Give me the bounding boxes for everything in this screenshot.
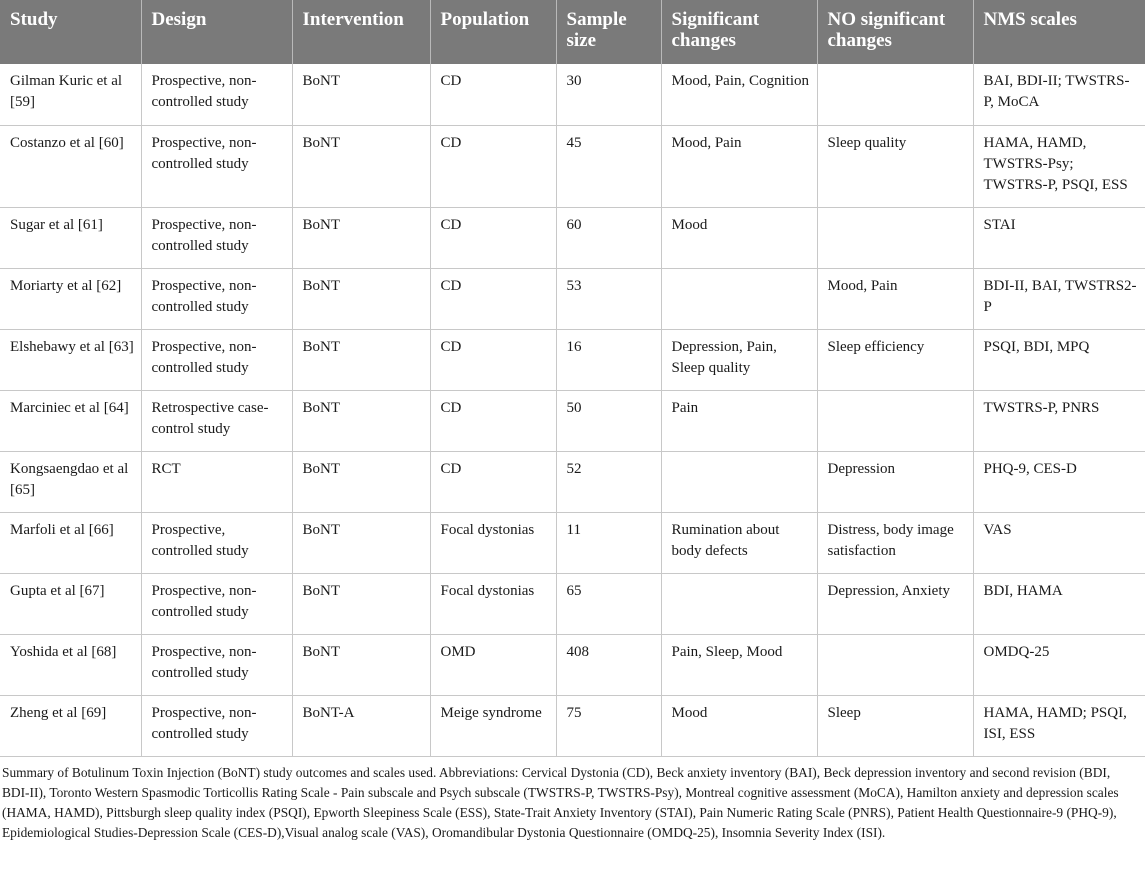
cell-not-significant: [817, 390, 973, 451]
cell-study: Kongsaengdao et al [65]: [0, 451, 141, 512]
header-no-significant-changes: NO significant changes: [817, 0, 973, 64]
cell-study: Sugar et al [61]: [0, 207, 141, 268]
cell-not-significant: Sleep quality: [817, 125, 973, 207]
table-row: [0, 634, 1145, 695]
cell-not-significant: Sleep: [817, 695, 973, 756]
cell-design: RCT: [141, 451, 292, 512]
cell-intervention: BoNT: [292, 451, 430, 512]
table-caption: Summary of Botulinum Toxin Injection (BoNT) study outcomes and scales used. Abbreviations: Cervical Dystonia (CD), Beck anxiety inventory (BAI), Beck depression inventory and second revision (BDI, BDI-II), Toronto Western Spasmodic Torticollis Rating Scale - Pain subscale and Psych subscale (TWSTRS-P, TWSTRS-Psy), Montreal cognitive assessment (MoCA), Hamilton anxiety and depression scales (HAMA, HAMD), Pittsburgh sleep quality index (PSQI), Epworth Sleepiness Scale (ESS), State-Trait Anxiety Inventory (STAI), Pain Numeric Rating Scale (PNRS), Patient Health Questionnaire-9 (PHQ-9), Epidemiological Studies-Depression Scale (CES-D),Visual analog scale (VAS), Oromandibular Dystonia Questionnaire (OMDQ-25), Insomnia Severity Index (ISI).: [2, 764, 1119, 840]
cell-intervention: BoNT: [292, 634, 430, 695]
table-row: [0, 573, 1145, 634]
cell-intervention: BoNT: [292, 64, 430, 125]
cell-design: Prospective, non-controlled study: [141, 268, 292, 329]
cell-intervention: BoNT: [292, 125, 430, 207]
table-row: [0, 64, 1145, 125]
cell-sample-size: 16: [556, 329, 661, 390]
cell-design: Retrospective case-control study: [141, 390, 292, 451]
cell-significant: Mood: [661, 695, 817, 756]
header-intervention: Intervention: [292, 0, 430, 64]
cell-study: Costanzo et al [60]: [0, 125, 141, 207]
cell-sample-size: 50: [556, 390, 661, 451]
cell-study: Marfoli et al [66]: [0, 512, 141, 573]
cell-design: Prospective, non-controlled study: [141, 125, 292, 207]
cell-scales: VAS: [973, 512, 1145, 573]
cell-population: CD: [430, 64, 556, 125]
cell-design: Prospective, non-controlled study: [141, 695, 292, 756]
cell-significant: Pain, Sleep, Mood: [661, 634, 817, 695]
cell-scales: PHQ-9, CES-D: [973, 451, 1145, 512]
cell-population: CD: [430, 390, 556, 451]
cell-population: CD: [430, 125, 556, 207]
cell-scales: HAMA, HAMD; PSQI, ISI, ESS: [973, 695, 1145, 756]
cell-not-significant: [817, 634, 973, 695]
cell-intervention: BoNT: [292, 329, 430, 390]
cell-sample-size: 65: [556, 573, 661, 634]
cell-study: Gilman Kuric et al [59]: [0, 64, 141, 125]
header-significant-changes: Significant changes: [661, 0, 817, 64]
cell-population: Focal dystonias: [430, 573, 556, 634]
cell-significant: Rumination about body defects: [661, 512, 817, 573]
table-row: [0, 695, 1145, 756]
cell-study: Yoshida et al [68]: [0, 634, 141, 695]
cell-population: CD: [430, 268, 556, 329]
cell-study: Elshebawy et al [63]: [0, 329, 141, 390]
header-study: Study: [0, 0, 141, 64]
cell-intervention: BoNT: [292, 207, 430, 268]
cell-significant: [661, 573, 817, 634]
cell-intervention: BoNT: [292, 512, 430, 573]
cell-scales: OMDQ-25: [973, 634, 1145, 695]
cell-study: Moriarty et al [62]: [0, 268, 141, 329]
table-row: [0, 268, 1145, 329]
cell-scales: BAI, BDI-II; TWSTRS-P, MoCA: [973, 64, 1145, 125]
cell-not-significant: Depression: [817, 451, 973, 512]
cell-intervention: BoNT: [292, 268, 430, 329]
header-sample-size: Sample size: [556, 0, 661, 64]
cell-sample-size: 408: [556, 634, 661, 695]
cell-population: CD: [430, 207, 556, 268]
header-nms-scales: NMS scales: [973, 0, 1145, 64]
cell-not-significant: Distress, body image satisfaction: [817, 512, 973, 573]
cell-design: Prospective, non-controlled study: [141, 573, 292, 634]
cell-scales: BDI, HAMA: [973, 573, 1145, 634]
cell-population: Focal dystonias: [430, 512, 556, 573]
cell-design: Prospective, non-controlled study: [141, 64, 292, 125]
cell-intervention: BoNT: [292, 390, 430, 451]
cell-significant: Pain: [661, 390, 817, 451]
cell-design: Prospective, controlled study: [141, 512, 292, 573]
header-design: Design: [141, 0, 292, 64]
cell-design: Prospective, non-controlled study: [141, 329, 292, 390]
table-row: [0, 512, 1145, 573]
cell-significant: Mood: [661, 207, 817, 268]
table-row: [0, 329, 1145, 390]
cell-scales: BDI-II, BAI, TWSTRS2-P: [973, 268, 1145, 329]
cell-significant: [661, 451, 817, 512]
cell-sample-size: 60: [556, 207, 661, 268]
cell-design: Prospective, non-controlled study: [141, 634, 292, 695]
table-row: [0, 390, 1145, 451]
cell-study: Marciniec et al [64]: [0, 390, 141, 451]
cell-population: CD: [430, 329, 556, 390]
cell-scales: HAMA, HAMD, TWSTRS-Psy; TWSTRS-P, PSQI, ESS: [973, 125, 1145, 207]
cell-sample-size: 52: [556, 451, 661, 512]
cell-significant: Mood, Pain, Cognition: [661, 64, 817, 125]
cell-study: Zheng et al [69]: [0, 695, 141, 756]
cell-intervention: BoNT: [292, 573, 430, 634]
cell-not-significant: Depression, Anxiety: [817, 573, 973, 634]
cell-scales: PSQI, BDI, MPQ: [973, 329, 1145, 390]
cell-sample-size: 30: [556, 64, 661, 125]
cell-scales: STAI: [973, 207, 1145, 268]
cell-intervention: BoNT-A: [292, 695, 430, 756]
cell-significant: Depression, Pain, Sleep quality: [661, 329, 817, 390]
cell-significant: Mood, Pain: [661, 125, 817, 207]
cell-scales: TWSTRS-P, PNRS: [973, 390, 1145, 451]
cell-population: OMD: [430, 634, 556, 695]
cell-study: Gupta et al [67]: [0, 573, 141, 634]
cell-not-significant: Mood, Pain: [817, 268, 973, 329]
table-row: [0, 125, 1145, 207]
cell-sample-size: 45: [556, 125, 661, 207]
header-row: [0, 0, 1145, 64]
cell-significant: [661, 268, 817, 329]
cell-population: CD: [430, 451, 556, 512]
cell-sample-size: 75: [556, 695, 661, 756]
table-row: [0, 451, 1145, 512]
cell-sample-size: 53: [556, 268, 661, 329]
cell-sample-size: 11: [556, 512, 661, 573]
cell-population: Meige syndrome: [430, 695, 556, 756]
cell-not-significant: [817, 207, 973, 268]
cell-design: Prospective, non-controlled study: [141, 207, 292, 268]
header-population: Population: [430, 0, 556, 64]
table-row: [0, 207, 1145, 268]
cell-not-significant: Sleep efficiency: [817, 329, 973, 390]
cell-not-significant: [817, 64, 973, 125]
